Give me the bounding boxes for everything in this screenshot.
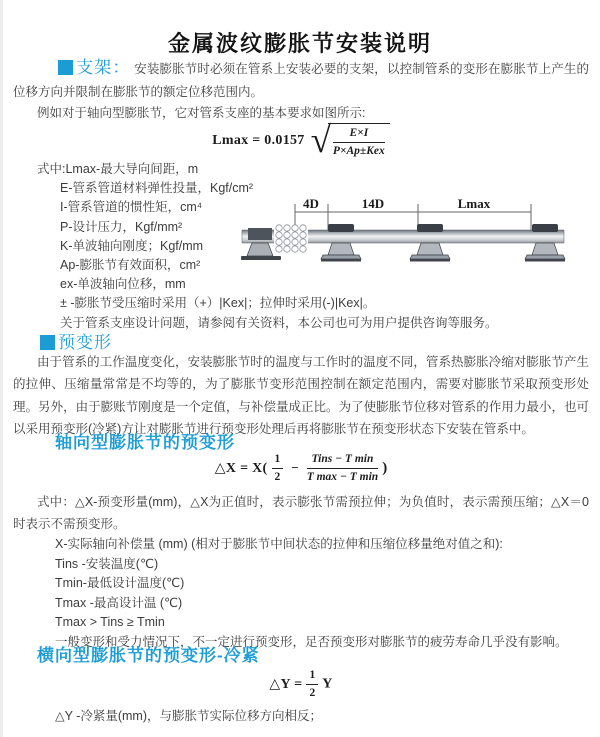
lateral-formula-lhs: △Y = [269,676,303,692]
axial-formula-close-paren: ) [382,459,388,476]
section-square-icon [40,335,55,350]
dimension-label-lmax: Lmax [457,196,491,211]
lmax-formula-numerator: E×I [333,126,385,143]
axial-formula-minus: − [291,460,299,476]
support-intro-text: 安装膨胀节时必须在管系上安装必要的支架，以控制管系的变形在膨胀节上产生的位移方向并限制在膨胀节的额定位移范围内。 [13,62,590,99]
axial-explain-paragraph: 式中：△X-预变形量(mm)，△X为正值时，表示膨张节需预拉伸；为负值时，表示需预压缩；△X＝0时表示不需预变形。 [13,495,589,531]
lmax-formula [13,120,589,162]
dimension-label-14d: 14D [361,196,385,211]
lateral-formula-rhs: Y [322,676,333,692]
bellows [274,225,308,252]
definition-line: E-管系管道材料弹性投量，Kgf/cm² [60,181,254,196]
section-square-icon [58,60,73,75]
pipe-support-diagram [238,195,598,273]
page-edge-shade [0,0,3,737]
axial-formula-temp-fraction: $\frac{\text{Tins − T min}}{\text{T max − T min}}$ [306,453,379,483]
lmax-formula-denominator: P×Ap±Kex [332,144,385,157]
dimension-label-4d: 4D [303,196,319,211]
support-intro-paragraph [13,57,589,103]
predeform-paragraph: 由于管系的工作温度变化，安装膨胀节时的温度与工作时的温度不同，管系热膨胀冷缩对膨胀节产生的拉伸、压缩量常常是不均等的，为了膨胀节变形范围控制在额定范围内，需要对膨胀节采取预变形处理。另外，由于膨账节刚度是一个定值，与补偿量成正比。为了使膨胀节位移对管系的作用力最小，也可以采用预变形(冷紧)方让对膨胀节进行预变形处理后再将膨胀节在预变形状态下安装在管系中。 [13,355,589,436]
definition-line: Ap-膨胀节有效面积，cm² [60,258,201,273]
axial-definition-line: Tins -安装温度(℃) [55,556,159,571]
sqrt-radical [310,120,390,162]
support-section-heading [58,58,131,77]
lmax-formula-lhs: Lmax = 0.0157 [212,132,305,148]
page-title: 金属波纹膨胀节安装说明 [167,30,432,56]
axial-definition-line: Tmax > Tins ≥ Tmin [55,615,165,629]
support-example-line: 例如对于轴向型膨胀节，它对管系支座的基本要求如图所示: [37,106,366,120]
definition-line: 式中:Lmax-最大导向间距，m [37,162,199,176]
definition-line: P-设计压力，Kgf/mm² [60,219,183,234]
lateral-subheading: 横向型膨胀节的预变形-冷紧 [37,646,260,665]
axial-definition-line: Tmin-最低设计温度(℃) [55,576,185,590]
axial-formula-half-fraction: $\frac{1}{2}$ [272,452,284,485]
axial-definition-list [55,535,568,652]
support-heading-label: 支架： [76,58,131,77]
axial-definition-line: 一般变形和受力情况下，不一定进行预变形，足否预变形对膨胀节的疲劳寿命几乎没有影响。 [55,634,568,649]
predeform-section-heading [40,328,112,353]
axial-definition-line: Tmax -最高设计温 (℃) [55,595,183,610]
axial-subheading: 轴向型膨胀节的预变形 [55,433,235,452]
definition-line: 关于管系支座设计问题，请参阅有关资料，本公司也可为用户提供咨询等服务。 [60,315,498,330]
lateral-formula [13,668,589,701]
definition-line: K-单波轴向刚度；Kgf/mm [60,238,204,253]
lateral-note-line: △Y -冷紧量(mm)，与膨胀节实际位移方向相反； [55,709,323,723]
lateral-formula-fraction: $\frac{1}{2}$ [306,668,318,701]
definition-line: I-管系管道的惯性矩，cm⁴ [60,200,203,215]
predeform-heading-label: 预变形 [58,333,112,352]
sqrt-sign-glyph: √ [310,120,331,162]
definition-line: ex-单波轴向位移，mm [60,277,186,292]
definition-line: ± -膨胀节受压缩时采用（+）|Kex|；拉伸时采用(-)|Kex|。 [60,296,376,311]
axial-formula-lhs: △X = X( [214,460,268,476]
axial-formula [13,452,589,485]
axial-definition-line: X-实际轴向补偿量 (mm) (相对于膨胀节中间状态的拉伸和压缩位移量绝对值之和): [55,537,503,551]
